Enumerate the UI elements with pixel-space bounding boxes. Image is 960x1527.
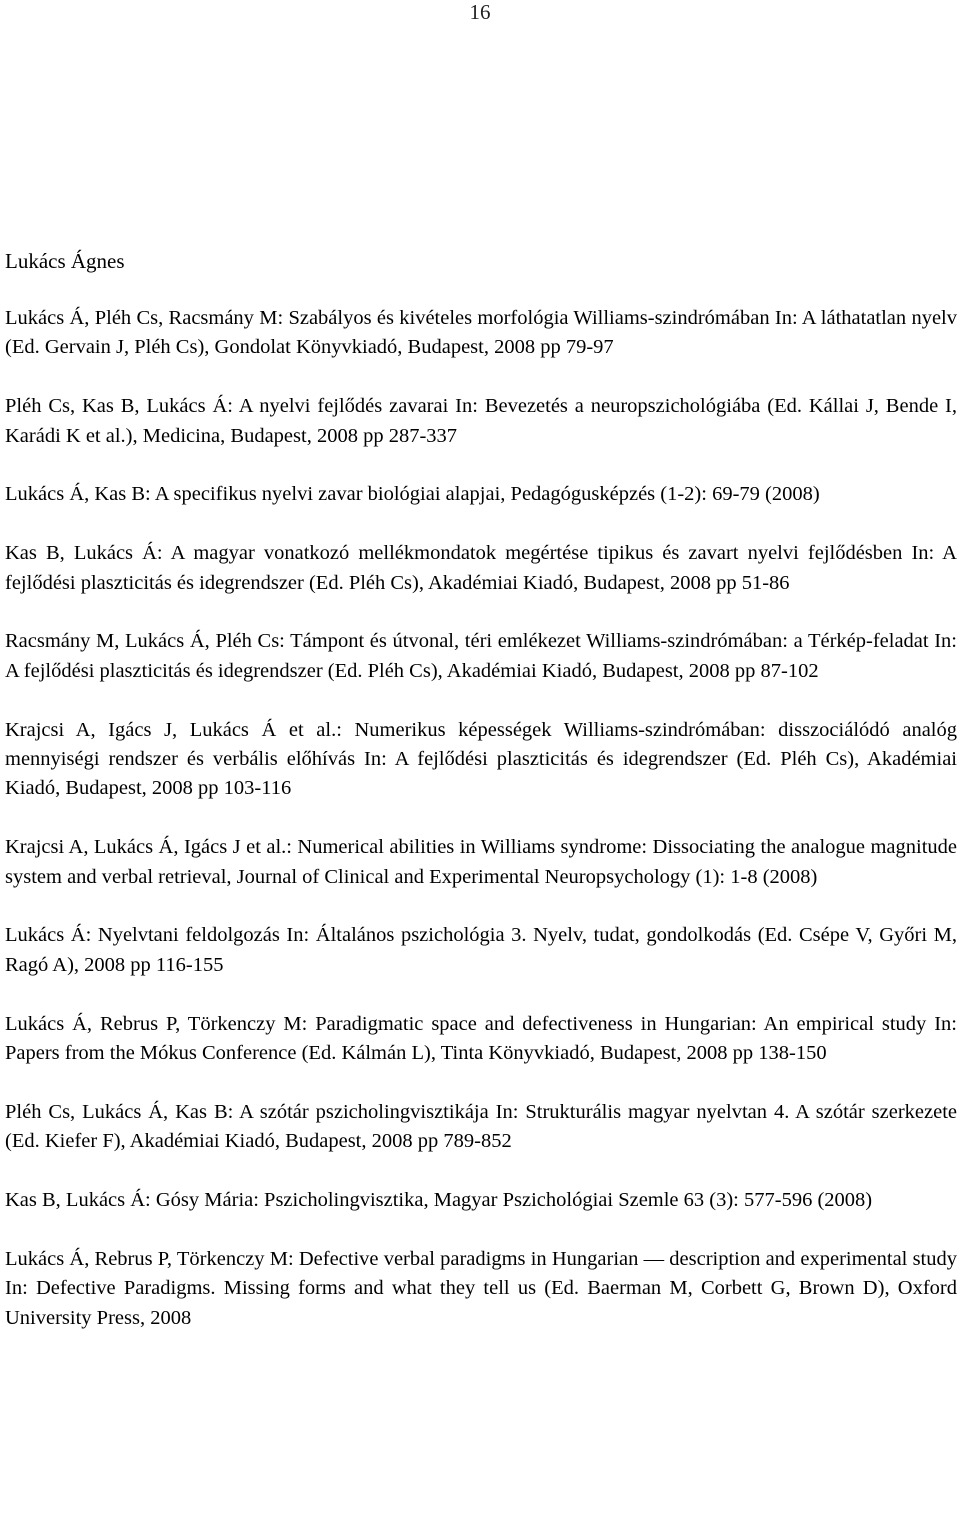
reference-item: Lukács Á, Rebrus P, Törkenczy M: Defective verbal paradigms in Hungarian — description and experimental study In: Defective Paradigms. Missing forms and what they tell us (Ed. Baerman M, Corbett G, Brown D), Oxford University Press, 2008 [5, 1247, 957, 1329]
reference-item: Lukács Á, Rebrus P, Törkenczy M: Paradigmatic space and defectiveness in Hungarian: An empirical study In: Papers from the Mókus Conference (Ed. Kálmán L), Tinta Könyvkiadó, Budapest, 2008 pp 138-150 [5, 1012, 957, 1065]
reference-item: Racsmány M, Lukács Á, Pléh Cs: Támpont és útvonal, téri emlékezet Williams-szindrómában: a Térkép-feladat In: A fejlődési plaszticitás és idegrendszer (Ed. Pléh Cs), Akadémiai Kiadó, Budapest, 2008 pp 87-102 [5, 630, 957, 682]
page-number: 16 [469, 0, 491, 24]
reference-item: Kas B, Lukács Á: Gósy Mária: Pszicholingvisztika, Magyar Pszichológiai Szemle 63 (3): 577-596 (2008) [5, 1189, 873, 1212]
reference-item: Pléh Cs, Kas B, Lukács Á: A nyelvi fejlődés zavarai In: Bevezetés a neuropszichológiába (Ed. Kállai J, Bende I, Karádi K et al.), Medicina, Budapest, 2008 pp 287-337 [5, 395, 957, 447]
reference-item: Lukács Á, Kas B: A specifikus nyelvi zavar biológiai alapjai, Pedagógusképzés (1-2): 69-79 (2008) [5, 483, 820, 506]
author-heading: Lukács Ágnes [5, 249, 125, 273]
reference-item: Krajcsi A, Lukács Á, Igács J et al.: Numerical abilities in Williams syndrome: Dissociating the analogue magnitude system and verbal retrieval, Journal of Clinical and Experimental Neuropsychology (1): 1-8 (2008) [5, 836, 957, 888]
reference-item: Pléh Cs, Lukács Á, Kas B: A szótár pszicholingvisztikája In: Strukturális magyar nyelvtan 4. A szótár szerkezete (Ed. Kiefer F), Akadémiai Kiadó, Budapest, 2008 pp 789-852 [5, 1100, 957, 1153]
reference-list [5, 304, 957, 1333]
reference-item: Lukács Á, Pléh Cs, Racsmány M: Szabályos és kivételes morfológia Williams-szindrómában In: A láthatatlan nyelv (Ed. Gervain J, Pléh Cs), Gondolat Könyvkiadó, Budapest, 2008 pp 79-97 [5, 307, 957, 359]
reference-item: Kas B, Lukács Á: A magyar vonatkozó mellékmondatok megértése tipikus és zavart nyelvi fejlődésben In: A fejlődési plaszticitás és idegrendszer (Ed. Pléh Cs), Akadémiai Kiadó, Budapest, 2008 pp 51-86 [5, 542, 957, 594]
reference-item: Lukács Á: Nyelvtani feldolgozás In: Általános pszichológia 3. Nyelv, tudat, gondolkodás (Ed. Csépe V, Győri M, Ragó A), 2008 pp 116-155 [5, 924, 957, 976]
reference-item: Krajcsi A, Igács J, Lukács Á et al.: Numerikus képességek Williams-szindrómában: disszociálódó analóg mennyiségi rendszer és verbális előhívás In: A fejlődési plaszticitás és idegrendszer (Ed. Pléh Cs), Akadémiai Kiadó, Budapest, 2008 pp 103-116 [5, 718, 957, 800]
